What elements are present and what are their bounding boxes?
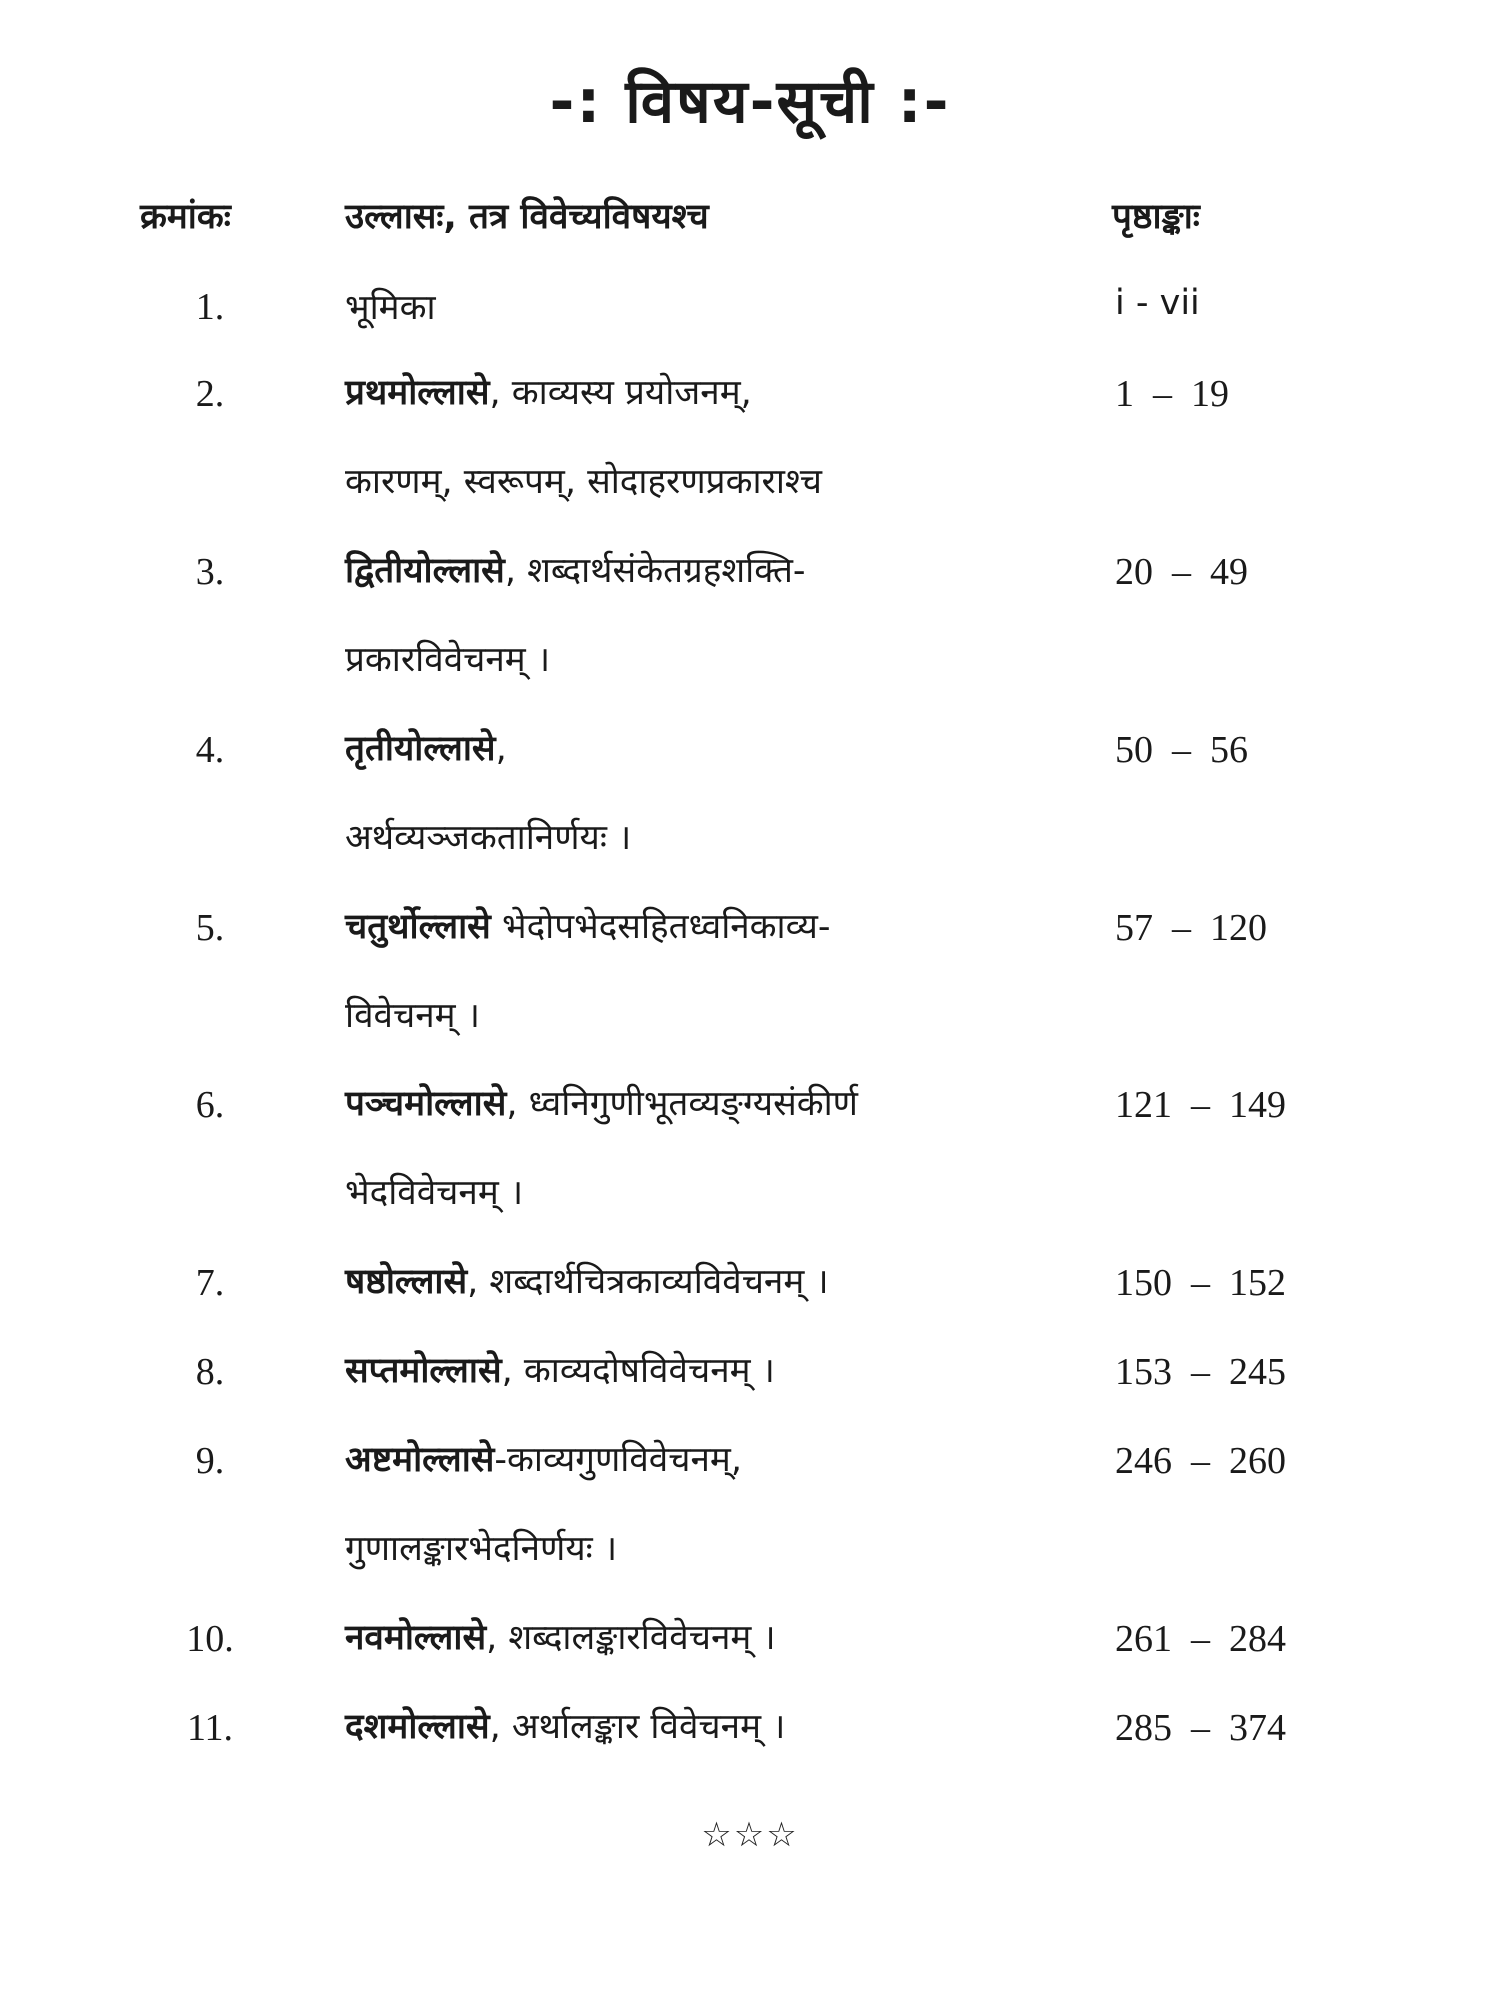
entry-pages: 50 – 56 xyxy=(1115,729,1248,771)
entry-number: 3. xyxy=(195,551,225,593)
entry-pages: 150 – 152 xyxy=(1115,1262,1286,1304)
entry-title xyxy=(345,1346,775,1393)
entry-title xyxy=(345,368,752,415)
entry-number: 8. xyxy=(195,1351,225,1393)
entry-pages: 246 – 260 xyxy=(1115,1440,1286,1482)
entry-pages: 57 – 120 xyxy=(1115,907,1267,949)
entry-continuation: अर्थव्यञ्जकतानिर्णयः । xyxy=(345,818,632,858)
entry-continuation: कारणम्, स्वरूपम्, सोदाहरणप्रकाराश्च xyxy=(345,462,822,502)
entry-number: 6. xyxy=(195,1084,225,1126)
entry-description: , शब्दार्थसंकेतग्रहशक्ति- xyxy=(504,551,806,591)
entry-title xyxy=(345,902,831,949)
entry-description: , काव्यदोषविवेचनम् । xyxy=(501,1351,775,1391)
entry-title xyxy=(345,1702,785,1749)
entry-description: , शब्दार्थचित्रकाव्यविवेचनम् । xyxy=(467,1262,829,1302)
entry-pages: 20 – 49 xyxy=(1115,551,1248,593)
entry-title xyxy=(345,1435,742,1482)
entry-description: , अर्थालङ्कार विवेचनम् । xyxy=(489,1707,786,1747)
entry-continuation: भेदविवेचनम् । xyxy=(345,1173,524,1213)
entry-title xyxy=(345,1079,858,1126)
entry-chapter: अष्टमोल्लासे xyxy=(345,1440,495,1480)
entry-chapter: सप्तमोल्लासे xyxy=(345,1351,502,1391)
entry-description: , शब्दालङ्कारविवेचनम् । xyxy=(486,1618,776,1658)
entry-title xyxy=(345,1613,776,1660)
entry-title xyxy=(345,283,436,330)
entry-description: , काव्यस्य प्रयोजनम्, xyxy=(489,373,752,413)
entry-description: भेदोपभेदसहितध्वनिकाव्य- xyxy=(490,907,831,947)
entry-description: , ध्वनिगुणीभूतव्यङ्ग्यसंकीर्ण xyxy=(506,1084,858,1124)
entry-pages: 285 – 374 xyxy=(1115,1707,1286,1749)
header-number: क्रमांकः xyxy=(140,197,231,237)
entry-chapter: षष्ठोल्लासे xyxy=(345,1262,468,1302)
entry-number: 10. xyxy=(186,1618,234,1660)
entry-chapter: प्रथमोल्लासे xyxy=(345,373,490,413)
entry-continuation: प्रकारविवेचनम् । xyxy=(345,640,551,680)
entry-chapter: दशमोल्लासे xyxy=(345,1707,490,1747)
entry-continuation: गुणालङ्कारभेदनिर्णयः । xyxy=(345,1529,618,1569)
entry-description: भूमिका xyxy=(345,288,436,328)
page-title: -: विषय-सूची :- xyxy=(549,67,951,137)
entry-number: 1. xyxy=(195,286,225,328)
entry-title xyxy=(345,546,806,593)
entry-title xyxy=(345,1257,829,1304)
entry-pages: 153 – 245 xyxy=(1115,1351,1286,1393)
entry-continuation: विवेचनम् । xyxy=(345,996,480,1036)
entry-description: -काव्यगुणविवेचनम्, xyxy=(494,1440,742,1480)
entry-number: 11. xyxy=(186,1707,234,1749)
entry-pages: 261 – 284 xyxy=(1115,1618,1286,1660)
entry-chapter: द्वितीयोल्लासे xyxy=(345,551,505,591)
header-pages: पृष्ठाङ्काः xyxy=(1112,197,1200,237)
entry-chapter: चतुर्थोल्लासे xyxy=(345,907,491,947)
star-ornament-icon: ☆☆☆ xyxy=(701,1815,799,1855)
entry-number: 7. xyxy=(195,1262,225,1304)
entry-number: 5. xyxy=(195,907,225,949)
entry-number: 9. xyxy=(195,1440,225,1482)
entry-chapter: पञ्चमोल्लासे xyxy=(345,1084,507,1124)
entry-title xyxy=(345,724,507,771)
entry-description: , xyxy=(495,729,507,769)
entry-chapter: नवमोल्लासे xyxy=(345,1618,487,1658)
header-subject: उल्लासः, तत्र विवेच्यविषयश्च xyxy=(345,197,709,237)
entry-number: 4. xyxy=(195,729,225,771)
entry-pages: 1 – 19 xyxy=(1115,373,1229,415)
entry-pages: i - vii xyxy=(1115,283,1200,323)
entry-pages: 121 – 149 xyxy=(1115,1084,1286,1126)
entry-chapter: तृतीयोल्लासे xyxy=(345,729,496,769)
entry-number: 2. xyxy=(195,373,225,415)
